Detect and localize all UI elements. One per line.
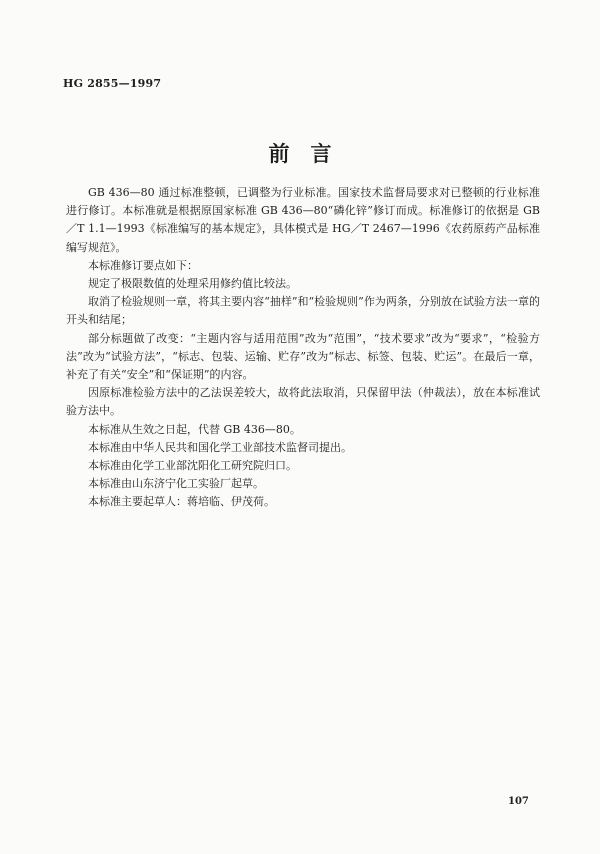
paragraph-proposed-by: 本标准由中华人民共和国化学工业部技术监督司提出。 xyxy=(88,440,352,454)
paragraph-drafters: 本标准主要起草人：蒋培临、伊茂荷。 xyxy=(88,495,275,509)
paragraph-managed-by: 本标准由化学工业部沈阳化工研究院归口。 xyxy=(88,459,297,473)
paragraph-method-b: 因原标准检验方法中的乙法误差较大，故将此法取消，只保留甲法（仲裁法），放在本标准试验方法中。 xyxy=(66,386,540,418)
paragraph-drafted-by: 本标准由山东济宁化工实验厂起草。 xyxy=(88,477,264,491)
paragraph-title-changes: 部分标题做了改变：“主题内容与适用范围”改为“范围”，“技术要求”改为“要求”，“检验方法”改为“试验方法”，“标志、包装、运输、贮存”改为“标志、标签、包装、贮运”。在最后一章，补充了有关“安全”和“保证期”的内容。 xyxy=(66,331,540,382)
page-title: 前 言 xyxy=(268,141,332,166)
page-number: 107 xyxy=(508,796,529,807)
paragraph-rounding: 规定了极限数值的处理采用修约值比较法。 xyxy=(88,277,297,291)
paragraph-revision-points: 本标准修订要点如下： xyxy=(88,258,198,272)
foreword-body xyxy=(66,184,540,512)
paragraph-effective: 本标准从生效之日起，代替 GB 436—80。 xyxy=(88,422,301,436)
standard-code: HG 2855—1997 xyxy=(63,77,162,90)
paragraph-inspection-rules: 取消了检验规则一章，将其主要内容“抽样”和“检验规则”作为两条，分别放在试验方法一章的开头和结尾； xyxy=(66,295,540,327)
paragraph-intro: GB 436—80 通过标准整顿，已调整为行业标准。国家技术监督局要求对已整顿的行业标准进行修订。本标准就是根据原国家标准 GB 436—80“磷化锌”修订而成。标准修订的依据是 GB／T 1.1—1993《标准编写的基本规定》，具体模式是 HG／T 2467—1996《农药原药产品标准编写规范》。 xyxy=(66,186,540,254)
